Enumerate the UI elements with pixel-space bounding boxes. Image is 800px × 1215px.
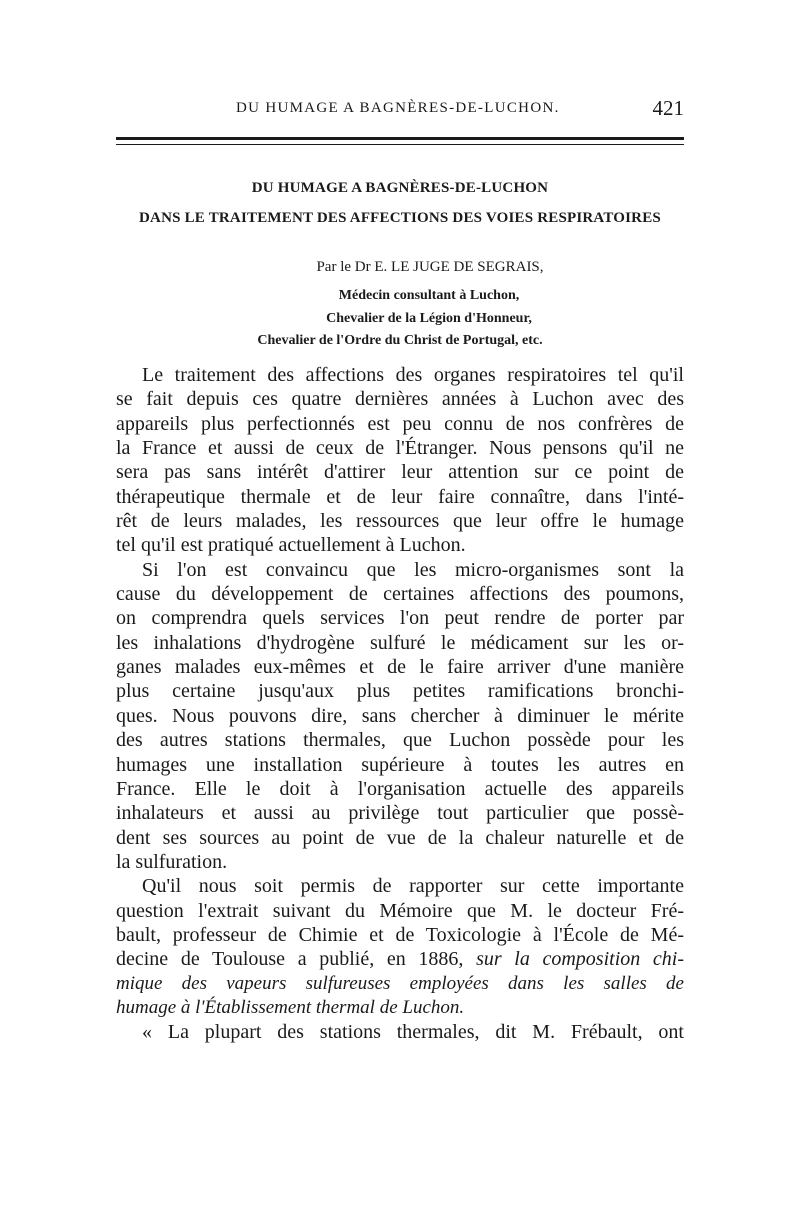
body-line: France. Elle le doit à l'organisation actuelle des appareils	[116, 777, 684, 800]
article-body	[116, 363, 684, 1045]
header-rule-thin	[116, 144, 684, 145]
body-line: inhalateurs et aussi au privilège tout particulier que possè-	[116, 802, 684, 825]
body-line: appareils plus perfectionnés est peu connu de nos confrères de	[116, 412, 684, 435]
body-line: dent ses sources au point de vue de la chaleur naturelle et de	[116, 826, 684, 849]
article-subtitle: DANS LE TRAITEMENT DES AFFECTIONS DES VOIES RESPIRATOIRES	[139, 210, 661, 226]
body-line-italic: mique des vapeurs sulfureuses employées dans les salles de	[116, 972, 684, 994]
body-line: tel qu'il est pratiqué actuellement à Luchon.	[116, 534, 466, 557]
author-line: Par le Dr E. LE JUGE DE SEGRAIS,	[316, 259, 544, 275]
body-line: rêt de leurs malades, les ressources que leur offre le humage	[116, 510, 684, 533]
author-role-1: Médecin consultant à Luchon,	[338, 288, 520, 303]
body-line: ganes malades eux-mêmes et de le faire arriver d'une manière	[116, 656, 684, 679]
running-header	[116, 96, 684, 130]
body-line: bault, professeur de Chimie et de Toxicologie à l'École de Mé-	[116, 923, 684, 946]
body-line: Si l'on est convaincu que les micro-organismes sont la	[142, 558, 684, 581]
body-line: ques. Nous pouvons dire, sans chercher à diminuer le mérite	[116, 704, 684, 727]
body-line: humages une installation supérieure à toutes les autres en	[116, 753, 684, 776]
body-line: plus certaine jusqu'aux plus petites ramifications bronchi-	[116, 680, 684, 703]
body-line-italic: sur la composition chi-	[476, 948, 685, 971]
author-role-3: Chevalier de l'Ordre du Christ de Portugal, etc.	[257, 333, 543, 348]
body-line: cause du développement de certaines affections des poumons,	[116, 583, 684, 606]
page-number: 421	[652, 96, 684, 120]
body-line: des autres stations thermales, que Luchon possède pour les	[116, 729, 684, 752]
header-rule-thick	[116, 137, 684, 140]
body-line: « La plupart des stations thermales, dit M. Frébault, ont	[142, 1021, 684, 1044]
author-role-2: Chevalier de la Légion d'Honneur,	[326, 311, 532, 326]
body-line: sera pas sans intérêt d'attirer leur attention sur ce point de	[116, 461, 684, 484]
body-line: se fait depuis ces quatre dernières années à Luchon avec des	[116, 388, 684, 411]
body-line-italic: humage à l'Établissement thermal de Luchon.	[116, 996, 465, 1018]
body-line: thérapeutique thermale et de leur faire connaître, dans l'inté-	[116, 485, 684, 508]
article-title: DU HUMAGE A BAGNÈRES-DE-LUCHON	[251, 180, 549, 196]
body-line: question l'extrait suivant du Mémoire que M. le docteur Fré-	[116, 899, 684, 922]
body-line: la sulfuration.	[116, 850, 228, 873]
body-line: Le traitement des affections des organes respiratoires tel qu'il	[142, 364, 684, 386]
body-line: les inhalations d'hydrogène sulfuré le médicament sur les or-	[116, 631, 684, 654]
running-title: DU HUMAGE A BAGNÈRES-DE-LUCHON.	[236, 100, 560, 116]
body-line: Qu'il nous soit permis de rapporter sur cette importante	[142, 875, 684, 898]
body-line	[116, 947, 684, 971]
body-line-roman: decine de Toulouse a publié, en 1886,	[116, 948, 464, 971]
body-line: on comprendra quels services l'on peut rendre de porter par	[116, 607, 684, 630]
body-line: la France et aussi de ceux de l'Étranger. Nous pensons qu'il ne	[116, 437, 684, 460]
